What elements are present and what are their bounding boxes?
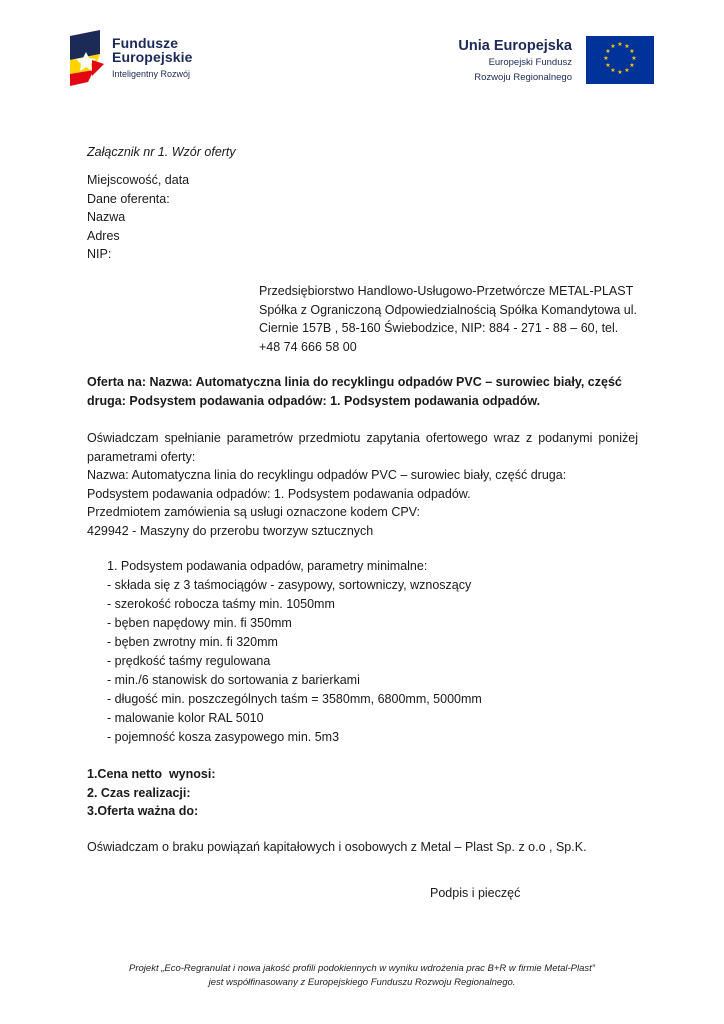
signature-label: Podpis i pieczęć — [430, 886, 521, 900]
param-item: - składa się z 3 taśmociągów - zasypowy, sortowniczy, wznoszący — [107, 578, 472, 592]
footer — [70, 962, 654, 990]
eu-logo-sub2: Rozwoju Regionalnego — [474, 72, 572, 83]
param-item: - prędkość taśmy regulowana — [107, 654, 271, 668]
svg-text:★: ★ — [629, 62, 635, 69]
bidder-address: Adres — [87, 228, 120, 243]
offer-title: Oferta na: Nazwa: Automatyczna linia do recyklingu odpadów PVC – surowiec biały, część druga: Podsystem podawania odpadów: 1. Podsystem podawania odpadów. — [87, 375, 622, 408]
price-label: 1.Cena netto wynosi: — [87, 767, 216, 781]
time-label: 2. Czas realizacji: — [87, 785, 191, 800]
eu-flag-icon — [586, 36, 654, 84]
param-item: - długość min. poszczególnych taśm = 3580mm, 6800mm, 5000mm — [107, 692, 482, 706]
fe-logo-line2: Europejskie — [112, 49, 193, 65]
eu-logo-title: Unia Europejska — [458, 38, 572, 54]
param-item: - pojemność kosza zasypowego min. 5m3 — [107, 730, 340, 744]
param-item: - min./6 stanowisk do sortowania z barierkami — [107, 673, 360, 687]
param-item: - malowanie kolor RAL 5010 — [107, 711, 264, 725]
bidder-name: Nazwa — [87, 210, 126, 224]
svg-text:★: ★ — [605, 62, 611, 69]
svg-text:★: ★ — [610, 67, 616, 74]
footer-line1: Projekt „Eco-Regranulat i nowa jakość profili podokiennych w wyniku wdrożenia prac B+R w firmie Metal-Plast” — [129, 963, 595, 974]
svg-text:★: ★ — [624, 43, 630, 50]
validity-label: 3.Oferta ważna do: — [87, 804, 199, 818]
svg-text:★: ★ — [629, 48, 635, 55]
param-item: - szerokość robocza taśmy min. 1050mm — [107, 597, 335, 611]
svg-text:★: ★ — [631, 55, 637, 62]
name-line: Nazwa: Automatyczna linia do recyklingu odpadów PVC – surowiec biały, część druga: — [87, 468, 567, 482]
svg-text:★: ★ — [617, 69, 623, 76]
fe-star-mark-icon — [70, 30, 104, 86]
cpv-code: 429942 - Maszyny do przerobu tworzyw sztucznych — [87, 523, 374, 538]
fundusze-europejskie-logo — [70, 30, 220, 88]
recipient-address: Przedsiębiorstwo Handlowo-Usługowo-Przetwórcze METAL-PLAST Spółka z Ograniczoną Odpowiedzialnością Spółka Komandytowa ul. Ciernie 157B , 58-160 Świebodzice, NIP: 884 - 271 - 88 – 60, tel. +48 74 666 58 00 — [259, 284, 637, 354]
svg-text:★: ★ — [603, 55, 609, 62]
bidder-header: Dane oferenta: — [87, 191, 170, 206]
place-date: Miejscowość, data — [87, 173, 190, 187]
statement: Oświadczam spełnianie parametrów przedmiotu zapytania ofertowego wraz z podanymi poniżej parametrami oferty: — [87, 431, 638, 464]
no-links-statement: Oświadczam o braku powiązań kapitałowych i osobowych z Metal – Plast Sp. z o.o , Sp.K. — [87, 840, 587, 854]
fe-logo-line3: Inteligentny Rozwój — [112, 69, 191, 79]
svg-text:★: ★ — [624, 67, 630, 74]
bidder-nip: NIP: — [87, 247, 112, 261]
cpv-intro: Przedmiotem zamówienia są usługi oznaczone kodem CPV: — [87, 505, 421, 519]
attachment-title: Załącznik nr 1. Wzór oferty — [87, 145, 236, 159]
fe-logo-line1: Fundusze — [112, 35, 179, 51]
svg-text:★: ★ — [617, 41, 623, 48]
svg-text:★: ★ — [605, 48, 611, 55]
subsystem-line: Podsystem podawania odpadów: 1. Podsystem podawania odpadów. — [87, 486, 471, 501]
eu-logo-sub1: Europejski Fundusz — [488, 57, 572, 68]
svg-text:★: ★ — [610, 43, 616, 50]
footer-line2: jest współfinasowany z Europejskiego Funduszu Rozwoju Regionalnego. — [208, 977, 516, 988]
param-item: - bęben napędowy min. fi 350mm — [107, 616, 292, 630]
params-title: 1. Podsystem podawania odpadów, parametry minimalne: — [107, 559, 428, 573]
param-item: - bęben zwrotny min. fi 320mm — [107, 635, 278, 649]
